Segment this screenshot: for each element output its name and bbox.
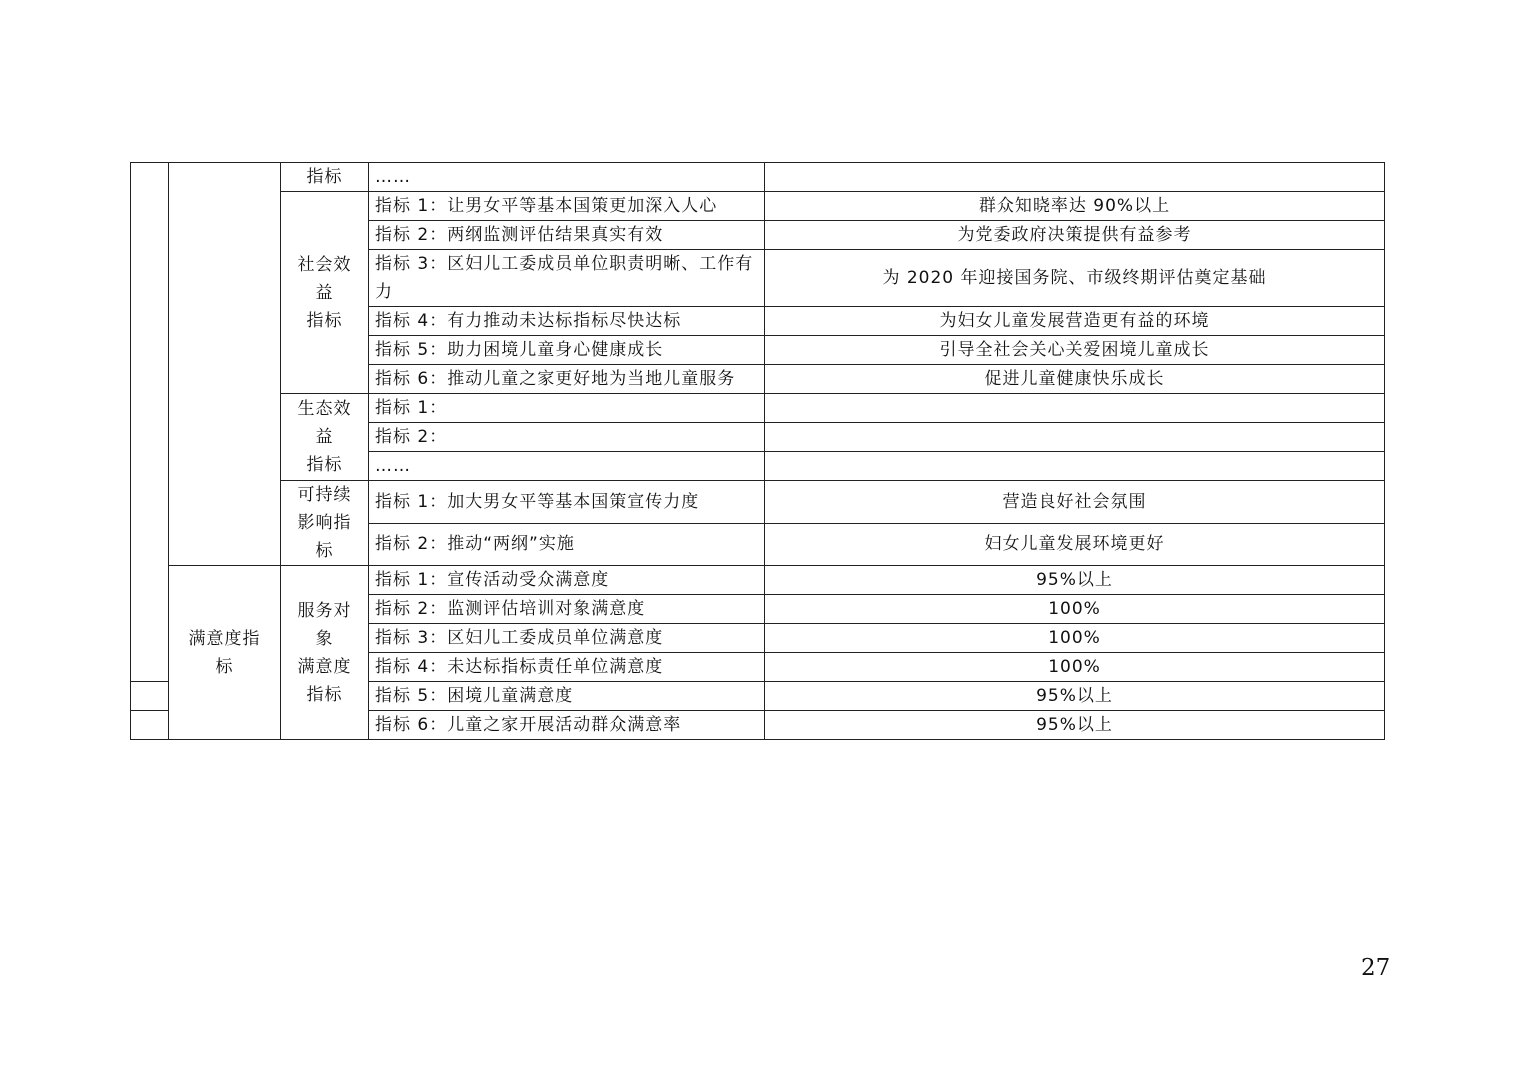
- level3-cell: 生态效 益 指标: [281, 394, 369, 481]
- target-value-cell: 为党委政府决策提供有益参考: [765, 221, 1385, 250]
- target-value-cell: [765, 394, 1385, 423]
- indicator-cell: 指标 6：推动儿童之家更好地为当地儿童服务: [369, 365, 765, 394]
- page-number: 27: [1361, 955, 1391, 981]
- indicator-cell: 指标 3：区妇儿工委成员单位职责明晰、工作有力: [369, 250, 765, 307]
- table-row: [131, 394, 1385, 423]
- indicator-cell: 指标 2：推动“两纲”实施: [369, 523, 765, 566]
- indicator-cell: 指标 4：有力推动未达标指标尽快达标: [369, 307, 765, 336]
- level3-cell: 指标: [281, 163, 369, 192]
- indicator-cell: 指标 1：让男女平等基本国策更加深入人心: [369, 192, 765, 221]
- indicator-cell: 指标 3：区妇儿工委成员单位满意度: [369, 624, 765, 653]
- target-value-cell: 100%: [765, 595, 1385, 624]
- target-value-cell: 95%以上: [765, 566, 1385, 595]
- target-value-cell: [765, 423, 1385, 452]
- indicator-cell: 指标 2：: [369, 423, 765, 452]
- level1-cell: [131, 682, 169, 711]
- target-value-cell: 引导全社会关心关爱困境儿童成长: [765, 336, 1385, 365]
- target-value-cell: 促进儿童健康快乐成长: [765, 365, 1385, 394]
- indicator-cell: 指标 1：宣传活动受众满意度: [369, 566, 765, 595]
- level1-cell: [131, 711, 169, 740]
- target-value-cell: 100%: [765, 624, 1385, 653]
- level3-cell: 可持续 影响指 标: [281, 481, 369, 566]
- target-value-cell: 100%: [765, 653, 1385, 682]
- table-row: [131, 163, 1385, 192]
- indicator-cell: 指标 2：两纲监测评估结果真实有效: [369, 221, 765, 250]
- target-value-cell: 95%以上: [765, 711, 1385, 740]
- indicator-cell: 指标 6：儿童之家开展活动群众满意率: [369, 711, 765, 740]
- indicator-cell: 指标 5：助力困境儿童身心健康成长: [369, 336, 765, 365]
- indicator-cell: 指标 1：: [369, 394, 765, 423]
- level3-cell: 服务对 象 满意度 指标: [281, 566, 369, 740]
- level1-cell: [131, 163, 169, 682]
- target-value-cell: 为妇女儿童发展营造更有益的环境: [765, 307, 1385, 336]
- performance-indicator-table: [130, 162, 1385, 740]
- indicator-cell: 指标 5：困境儿童满意度: [369, 682, 765, 711]
- target-value-cell: 为 2020 年迎接国务院、市级终期评估奠定基础: [765, 250, 1385, 307]
- indicator-cell: 指标 1：加大男女平等基本国策宣传力度: [369, 481, 765, 524]
- target-value-cell: 95%以上: [765, 682, 1385, 711]
- target-value-cell: [765, 452, 1385, 481]
- target-value-cell: 妇女儿童发展环境更好: [765, 523, 1385, 566]
- table-row: [131, 566, 1385, 595]
- target-value-cell: [765, 163, 1385, 192]
- table-row: [131, 192, 1385, 221]
- indicator-cell: 指标 2：监测评估培训对象满意度: [369, 595, 765, 624]
- target-value-cell: 营造良好社会氛围: [765, 481, 1385, 524]
- indicator-cell: ……: [369, 163, 765, 192]
- indicator-cell: 指标 4：未达标指标责任单位满意度: [369, 653, 765, 682]
- target-value-cell: 群众知晓率达 90%以上: [765, 192, 1385, 221]
- level2-cell: [169, 163, 281, 566]
- level2-cell: 满意度指 标: [169, 566, 281, 740]
- table-row: [131, 481, 1385, 524]
- indicator-cell: ……: [369, 452, 765, 481]
- level3-cell: 社会效 益 指标: [281, 192, 369, 394]
